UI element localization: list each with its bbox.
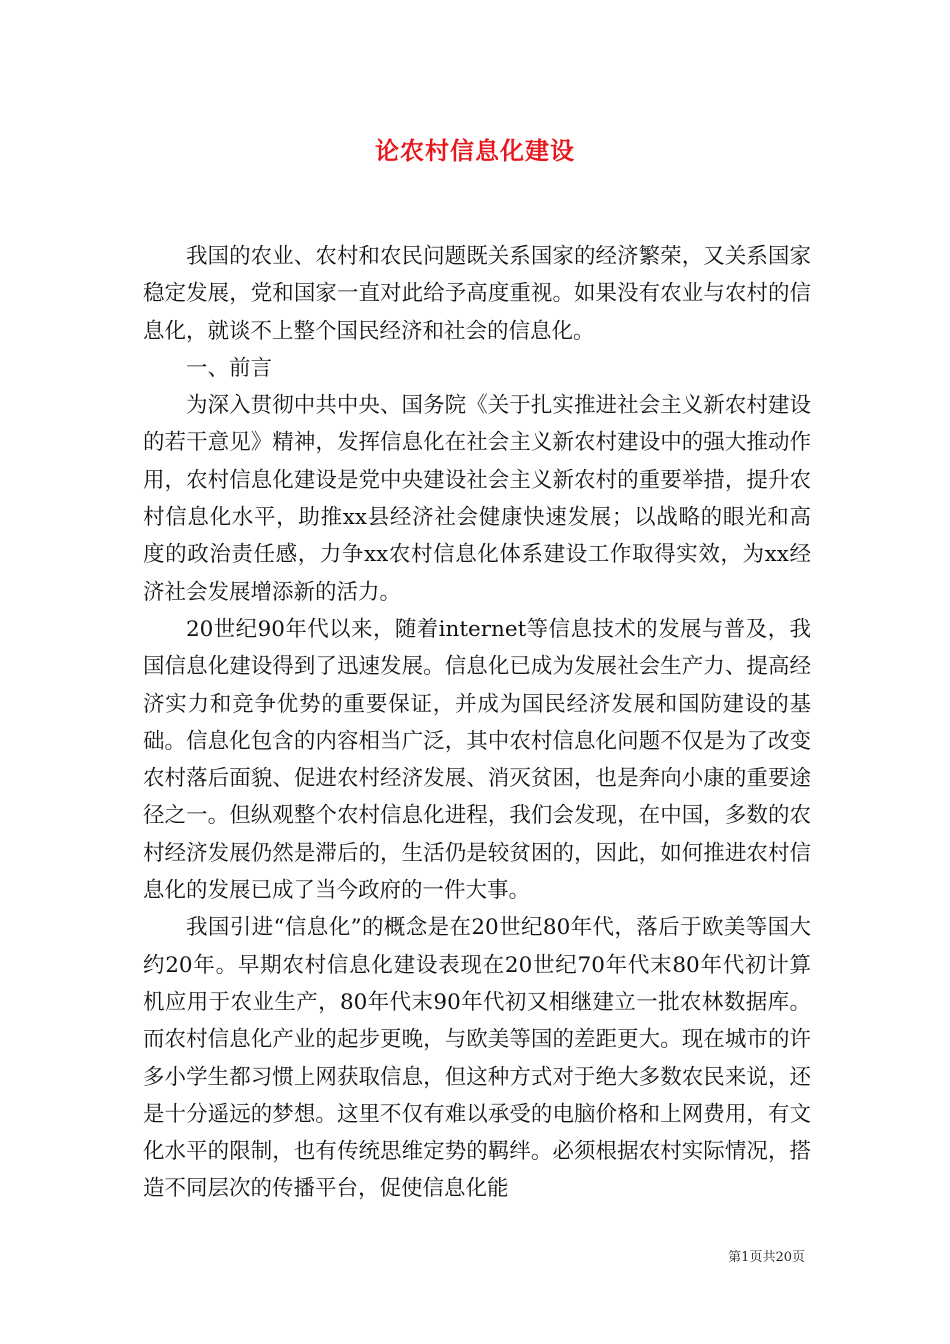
paragraph-history: 我国引进“信息化”的概念是在20世纪80年代，落后于欧美等国大约20年。早期农村信息化建设表现在20世纪70年代末80年代初计算机应用于农业生产，80年代末90年代初又相继建立一批农林数据库。而农村信息化产业的起步更晚，与欧美等国的差距更大。现在城市的许多小学生都习惯上网获取信息，但这种方式对于绝大多数农民来说，还是十分遥远的梦想。这里不仅有难以承受的电脑价格和上网费用，有文化水平的限制，也有传统思维定势的羁绊。必须根据农村实际情况，搭造不同层次的传播平台，促使信息化能 [143, 915, 811, 1202]
document-body [143, 238, 811, 1208]
document-title: 论农村信息化建设 [375, 136, 575, 165]
page-number-footer: 第1页共20页 [728, 1250, 805, 1265]
section-heading-preface: 一、前言 [186, 355, 273, 381]
paragraph-policy: 为深入贯彻中共中央、国务院《关于扎实推进社会主义新农村建设的若干意见》精神，发挥信息化在社会主义新农村建设中的强大推动作用，农村信息化建设是党中央建设社会主义新农村的重要举措，提升农村信息化水平，助推xx县经济社会健康快速发展；以战略的眼光和高度的政治责任感，力争xx农村信息化体系建设工作取得实效，为xx经济社会发展增添新的活力。 [143, 393, 811, 605]
paragraph-intro: 我国的农业、农村和农民问题既关系国家的经济繁荣，又关系国家稳定发展，党和国家一直对此给予高度重视。如果没有农业与农村的信息化，就谈不上整个国民经济和社会的信息化。 [143, 244, 811, 344]
paragraph-development: 20世纪90年代以来，随着internet等信息技术的发展与普及，我国信息化建设得到了迅速发展。信息化已成为发展社会生产力、提高经济实力和竞争优势的重要保证，并成为国民经济发展和国防建设的基础。信息化包含的内容相当广泛，其中农村信息化问题不仅是为了改变农村落后面貌、促进农村经济发展、消灭贫困，也是奔向小康的重要途径之一。但纵观整个农村信息化进程，我们会发现，在中国，多数的农村经济发展仍然是滞后的，生活仍是较贫困的，因此，如何推进农村信息化的发展已成了当今政府的一件大事。 [143, 616, 811, 904]
